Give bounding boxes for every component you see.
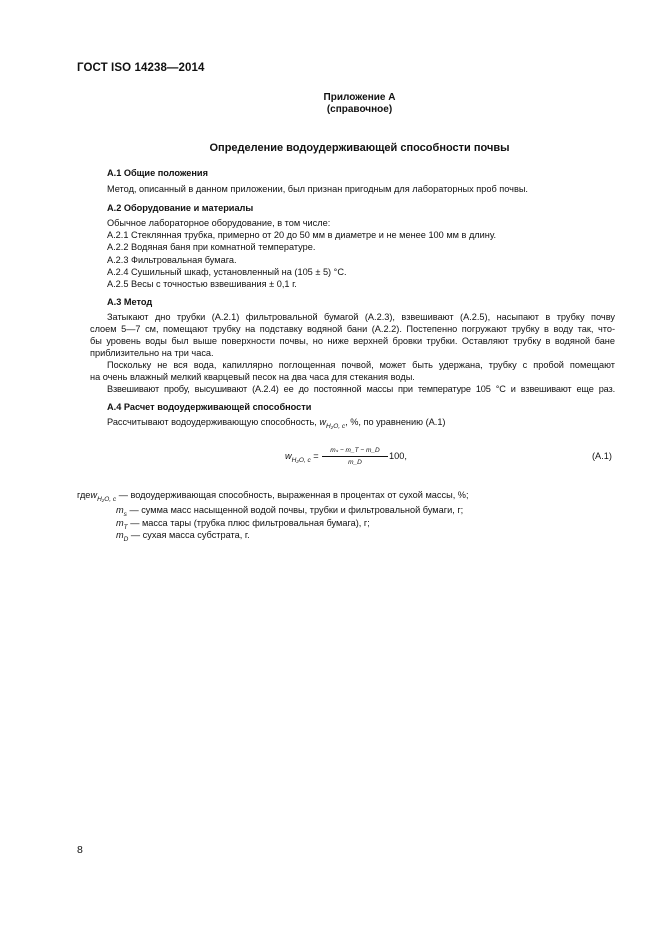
where-line <box>116 505 463 518</box>
formula-w-sub: H₂O, c <box>291 457 311 464</box>
where-description: — масса тары (трубка плюс фильтровальная бумага), г; <box>130 518 370 528</box>
where-symbol: m <box>116 530 124 540</box>
section-a2-heading: А.2 Оборудование и материалы <box>107 203 254 213</box>
formula-tail: 100, <box>389 451 407 461</box>
section-a4-intro <box>107 417 446 430</box>
page-number: 8 <box>77 844 83 856</box>
section-a2-item: А.2.1 Стеклянная трубка, примерно от 20 до 50 мм в диаметре и не менее 100 мм в длину. <box>107 230 497 240</box>
formula-symbol-w-sub: H₂O, c <box>326 423 346 430</box>
where-prefix: где <box>77 490 91 500</box>
where-line <box>77 490 469 503</box>
where-line <box>116 530 250 543</box>
section-a3-heading: А.3 Метод <box>107 297 153 307</box>
section-a3-line: слоем 5—7 см, помещают трубку на подставку водяной бани (А.2.2). Постепенно погружают трубку в воду так, что- <box>90 324 615 334</box>
section-a2-intro: Обычное лабораторное оборудование, в том числе: <box>107 218 331 228</box>
where-description: — водоудерживающая способность, выраженная в процентах от сухой массы, %; <box>118 490 469 500</box>
formula-lhs <box>285 451 319 464</box>
section-a3-line: приблизительно на три часа. <box>90 348 214 358</box>
formula-w: w <box>285 451 292 461</box>
formula-denominator: m_D <box>348 459 362 466</box>
section-a2-item: А.2.3 Фильтровальная бумага. <box>107 255 237 265</box>
appendix-subtitle: (справочное) <box>326 104 393 115</box>
section-a2-item: А.2.2 Водяная баня при комнатной температуре. <box>107 242 316 252</box>
formula-fraction-bar <box>322 456 388 457</box>
where-symbol: w <box>90 490 98 500</box>
where-symbol-sub: H₂O, c <box>97 496 117 503</box>
where-symbol: m <box>116 505 124 515</box>
formula-symbol-w: w <box>319 417 327 427</box>
section-a2-item: А.2.5 Весы с точностью взвешивания ± 0,1 г. <box>107 279 297 289</box>
formula-label: (А.1) <box>592 451 612 461</box>
section-a2-item: А.2.4 Сушильный шкаф, установленный на (105 ± 5) °С. <box>107 267 347 277</box>
where-symbol: m <box>116 518 124 528</box>
where-description: — сумма масс насыщенной водой почвы, трубки и фильтровальной бумаги, г; <box>129 505 464 515</box>
section-a4-intro-tail: , %, по уравнению (А.1) <box>345 417 446 427</box>
section-a3-line: Поскольку не вся вода, капиллярно поглощенная почвой, может быть удержана, трубку с пробой помещают <box>107 360 615 370</box>
section-a1-text: Метод, описанный в данном приложении, был признан пригодным для лабораторных проб почвы. <box>107 184 528 194</box>
section-a3-line: Взвешивают пробу, высушивают (А.2.4) ее до постоянной массы при температуре 105 °С и взвешивают еще раз. <box>107 384 615 394</box>
where-symbol-sub: s <box>123 511 127 518</box>
standard-header: ГОСТ ISO 14238—2014 <box>77 62 205 74</box>
section-a3-line: Затыкают дно трубки (А.2.1) фильтровальной бумагой (А.2.3), взвешивают (А.2.5), насыпают в трубку почву <box>107 312 615 322</box>
section-a3-line: бы уровень воды был выше поверхности почвы, но ниже верхней бровки трубки. Оставляют трубку в водяной бане <box>90 336 615 346</box>
where-symbol-sub: T <box>123 524 128 531</box>
where-description: — сухая масса субстрата, г. <box>130 530 250 540</box>
formula-equals: = <box>313 451 319 461</box>
section-a3-line: на очень влажный мелкий кварцевый песок на два часа для стекания воды. <box>90 372 415 382</box>
section-a1-heading: А.1 Общие положения <box>107 168 208 178</box>
section-a4-intro-text: Рассчитывают водоудерживающую способность, <box>107 417 317 427</box>
section-a4-heading: А.4 Расчет водоудерживающей способности <box>107 402 312 412</box>
where-symbol-sub: D <box>123 536 129 543</box>
document-title: Определение водоудерживающей способности почвы <box>209 142 510 154</box>
formula-numerator: mₛ − m_T − m_D <box>330 447 380 454</box>
appendix-title: Приложение А <box>323 92 396 103</box>
